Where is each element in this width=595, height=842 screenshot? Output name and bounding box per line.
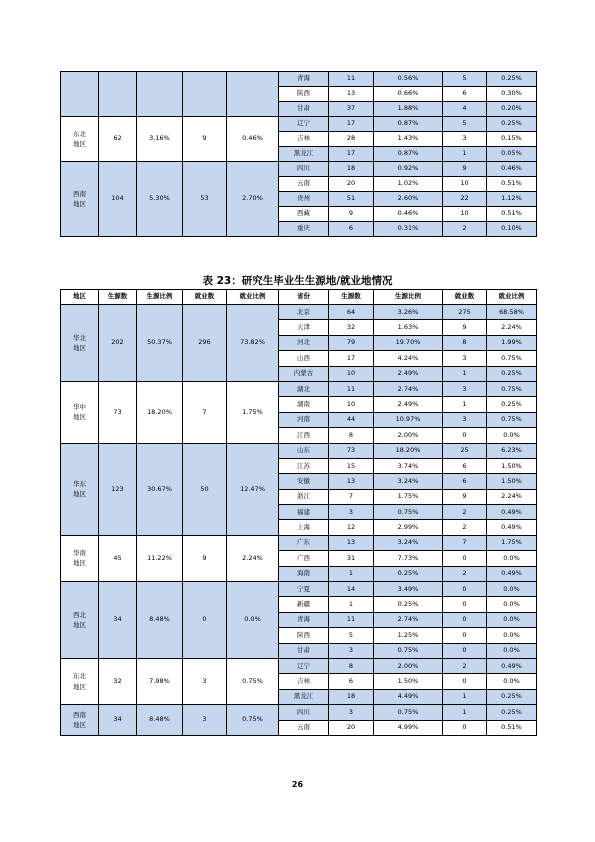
table-row — [61, 582, 537, 597]
students-cell: 45 — [99, 535, 137, 581]
employed-ratio-cell: 0.05% — [487, 147, 537, 162]
table-row — [61, 381, 537, 396]
employed-cell: 1 — [443, 147, 487, 162]
student-ratio-cell: 0.92% — [374, 162, 443, 177]
employed-ratio-cell: 1.75% — [487, 535, 537, 550]
employed-ratio-cell: 0.25% — [487, 117, 537, 132]
table-row — [61, 117, 537, 132]
student-ratio-cell — [137, 72, 183, 117]
province-cell: 内蒙古 — [279, 366, 329, 381]
employed-cell: 0 — [443, 597, 487, 612]
employed-cell: 6 — [443, 87, 487, 102]
employed-cell: 8 — [443, 335, 487, 350]
employed-ratio-cell: 0.30% — [487, 87, 537, 102]
student-ratio-cell: 0.31% — [374, 222, 443, 237]
table-row — [61, 72, 537, 87]
employed-cell — [183, 72, 227, 117]
students-cell: 20 — [329, 720, 374, 735]
header-cell: 生源比例 — [374, 290, 443, 305]
employed-ratio-cell: 1.99% — [487, 335, 537, 350]
students-cell: 3 — [329, 705, 374, 720]
province-cell: 广西 — [279, 551, 329, 566]
student-ratio-cell: 18.20% — [374, 443, 443, 458]
student-ratio-cell: 0.75% — [374, 643, 443, 658]
province-cell: 重庆 — [279, 222, 329, 237]
province-cell: 黑龙江 — [279, 689, 329, 704]
employed-ratio-cell: 2.70% — [227, 162, 279, 237]
students-cell: 20 — [329, 177, 374, 192]
table-continued — [60, 71, 537, 237]
employed-ratio-cell: 68.58% — [487, 305, 537, 320]
students-cell: 13 — [329, 535, 374, 550]
employed-ratio-cell: 0.49% — [487, 566, 537, 581]
employed-cell: 0 — [183, 582, 227, 659]
employed-cell: 9 — [443, 162, 487, 177]
student-ratio-cell: 7.98% — [137, 658, 183, 704]
students-cell: 18 — [329, 162, 374, 177]
employed-cell: 9 — [443, 489, 487, 504]
students-cell: 6 — [329, 674, 374, 689]
student-ratio-cell: 0.25% — [374, 597, 443, 612]
students-cell: 64 — [329, 305, 374, 320]
students-cell: 9 — [329, 207, 374, 222]
province-cell: 青海 — [279, 72, 329, 87]
region-cell: 华中 地区 — [61, 381, 99, 443]
student-ratio-cell: 0.87% — [374, 147, 443, 162]
page-number: 26 — [291, 780, 304, 789]
header-cell: 生源比例 — [137, 290, 183, 305]
province-cell: 黑龙江 — [279, 147, 329, 162]
province-cell: 吉林 — [279, 674, 329, 689]
employed-cell: 5 — [443, 117, 487, 132]
province-cell: 四川 — [279, 162, 329, 177]
employed-cell: 2 — [443, 520, 487, 535]
employed-cell: 6 — [443, 458, 487, 473]
student-ratio-cell: 0.75% — [374, 505, 443, 520]
employed-cell: 22 — [443, 192, 487, 207]
province-cell: 辽宁 — [279, 117, 329, 132]
employed-cell: 0 — [443, 720, 487, 735]
employed-cell: 50 — [183, 443, 227, 535]
province-cell: 青海 — [279, 612, 329, 627]
province-cell: 山东 — [279, 443, 329, 458]
table-row — [61, 443, 537, 458]
province-cell: 陕西 — [279, 628, 329, 643]
employed-ratio-cell: 0.49% — [487, 520, 537, 535]
employed-cell: 3 — [443, 412, 487, 427]
employed-ratio-cell: 0.75% — [227, 658, 279, 704]
student-ratio-cell: 2.49% — [374, 397, 443, 412]
employed-ratio-cell: 0.75% — [227, 705, 279, 736]
employed-ratio-cell: 0.75% — [487, 351, 537, 366]
students-cell: 13 — [329, 474, 374, 489]
student-ratio-cell: 5.30% — [137, 162, 183, 237]
employed-cell: 0 — [443, 582, 487, 597]
employed-ratio-cell: 1.50% — [487, 458, 537, 473]
table-row — [61, 705, 537, 720]
table-row — [61, 162, 537, 177]
header-cell: 就业数 — [443, 290, 487, 305]
province-cell: 宁夏 — [279, 582, 329, 597]
employed-ratio-cell: 0.0% — [487, 582, 537, 597]
province-cell: 山西 — [279, 351, 329, 366]
students-cell: 11 — [329, 72, 374, 87]
employed-cell: 7 — [443, 535, 487, 550]
students-cell: 17 — [329, 351, 374, 366]
student-ratio-cell: 1.50% — [374, 674, 443, 689]
employed-cell: 1 — [443, 705, 487, 720]
students-cell: 15 — [329, 458, 374, 473]
student-ratio-cell: 8.48% — [137, 705, 183, 736]
employed-ratio-cell: 2.24% — [487, 489, 537, 504]
students-cell: 51 — [329, 192, 374, 207]
table-row — [61, 305, 537, 320]
employed-ratio-cell: 0.25% — [487, 689, 537, 704]
table-row — [61, 535, 537, 550]
employed-cell: 275 — [443, 305, 487, 320]
student-ratio-cell: 0.66% — [374, 87, 443, 102]
students-cell: 6 — [329, 222, 374, 237]
province-cell: 江西 — [279, 428, 329, 443]
students-cell: 202 — [99, 305, 137, 382]
students-cell: 79 — [329, 335, 374, 350]
employed-ratio-cell: 0.15% — [487, 132, 537, 147]
province-cell: 贵州 — [279, 192, 329, 207]
employed-cell: 4 — [443, 102, 487, 117]
table1-body — [61, 72, 537, 237]
employed-cell: 2 — [443, 222, 487, 237]
table-caption: 表 23：研究生毕业生生源地/就业地情况 — [202, 275, 393, 287]
employed-ratio-cell — [227, 72, 279, 117]
student-ratio-cell: 11.22% — [137, 535, 183, 581]
employed-ratio-cell: 0.75% — [487, 412, 537, 427]
employed-ratio-cell: 0.0% — [487, 612, 537, 627]
employed-ratio-cell: 0.49% — [487, 658, 537, 673]
province-cell: 河北 — [279, 335, 329, 350]
student-ratio-cell: 1.25% — [374, 628, 443, 643]
student-ratio-cell: 4.99% — [374, 720, 443, 735]
students-cell: 73 — [99, 381, 137, 443]
employed-ratio-cell: 0.51% — [487, 177, 537, 192]
students-cell: 44 — [329, 412, 374, 427]
header-cell: 就业比例 — [227, 290, 279, 305]
student-ratio-cell: 2.74% — [374, 612, 443, 627]
employed-cell: 3 — [443, 381, 487, 396]
student-ratio-cell: 50.37% — [137, 305, 183, 382]
employed-ratio-cell: 0.10% — [487, 222, 537, 237]
region-cell: 华南 地区 — [61, 535, 99, 581]
employed-cell: 0 — [443, 551, 487, 566]
employed-cell: 6 — [443, 474, 487, 489]
employed-cell: 0 — [443, 674, 487, 689]
employed-ratio-cell: 6.23% — [487, 443, 537, 458]
employed-ratio-cell: 0.0% — [487, 428, 537, 443]
province-cell: 甘肃 — [279, 643, 329, 658]
employed-cell: 0 — [443, 643, 487, 658]
province-cell: 河南 — [279, 412, 329, 427]
student-ratio-cell: 3.16% — [137, 117, 183, 162]
header-cell: 就业比例 — [487, 290, 537, 305]
student-ratio-cell: 2.00% — [374, 428, 443, 443]
students-cell — [99, 72, 137, 117]
data-table — [60, 289, 537, 736]
employed-ratio-cell: 0.0% — [487, 643, 537, 658]
student-ratio-cell: 0.56% — [374, 72, 443, 87]
students-cell: 8 — [329, 428, 374, 443]
employed-ratio-cell: 1.75% — [227, 381, 279, 443]
employed-ratio-cell: 0.49% — [487, 505, 537, 520]
region-cell — [61, 72, 99, 117]
employed-cell: 0 — [443, 428, 487, 443]
employed-cell: 3 — [183, 705, 227, 736]
region-cell: 西南 地区 — [61, 705, 99, 736]
student-ratio-cell: 1.75% — [374, 489, 443, 504]
employed-ratio-cell: 1.50% — [487, 474, 537, 489]
students-cell: 10 — [329, 366, 374, 381]
students-cell: 3 — [329, 643, 374, 658]
employed-cell: 2 — [443, 658, 487, 673]
student-ratio-cell: 7.73% — [374, 551, 443, 566]
employed-ratio-cell: 0.51% — [487, 207, 537, 222]
student-ratio-cell: 4.49% — [374, 689, 443, 704]
student-ratio-cell: 0.46% — [374, 207, 443, 222]
students-cell: 11 — [329, 612, 374, 627]
students-cell: 13 — [329, 87, 374, 102]
province-cell: 安徽 — [279, 474, 329, 489]
province-cell: 甘肃 — [279, 102, 329, 117]
region-cell: 华东 地区 — [61, 443, 99, 535]
employed-cell: 3 — [443, 351, 487, 366]
employed-ratio-cell: 0.51% — [487, 720, 537, 735]
students-cell: 11 — [329, 381, 374, 396]
employed-cell: 10 — [443, 207, 487, 222]
students-cell: 10 — [329, 397, 374, 412]
student-ratio-cell: 8.48% — [137, 582, 183, 659]
employed-cell: 296 — [183, 305, 227, 382]
students-cell: 3 — [329, 505, 374, 520]
employed-cell: 3 — [443, 132, 487, 147]
student-ratio-cell: 1.43% — [374, 132, 443, 147]
employed-ratio-cell: 0.25% — [487, 397, 537, 412]
employed-ratio-cell: 0.0% — [487, 551, 537, 566]
student-ratio-cell: 2.60% — [374, 192, 443, 207]
student-ratio-cell: 0.75% — [374, 705, 443, 720]
province-cell: 湖南 — [279, 397, 329, 412]
student-ratio-cell: 2.74% — [374, 381, 443, 396]
student-ratio-cell: 0.25% — [374, 566, 443, 581]
employed-ratio-cell: 2.24% — [227, 535, 279, 581]
students-cell: 8 — [329, 658, 374, 673]
student-ratio-cell: 1.88% — [374, 102, 443, 117]
employed-cell: 7 — [183, 381, 227, 443]
student-ratio-cell: 30.67% — [137, 443, 183, 535]
employed-ratio-cell: 0.25% — [487, 72, 537, 87]
province-cell: 云南 — [279, 177, 329, 192]
province-cell: 辽宁 — [279, 658, 329, 673]
students-cell: 32 — [99, 658, 137, 704]
employed-ratio-cell: 73.82% — [227, 305, 279, 382]
header-cell: 省份 — [279, 290, 329, 305]
student-ratio-cell: 1.63% — [374, 320, 443, 335]
employed-ratio-cell: 0.46% — [487, 162, 537, 177]
province-cell: 西藏 — [279, 207, 329, 222]
province-cell: 浙江 — [279, 489, 329, 504]
student-ratio-cell: 3.26% — [374, 305, 443, 320]
students-cell: 31 — [329, 551, 374, 566]
header-cell: 生源数 — [99, 290, 137, 305]
employed-cell: 2 — [443, 566, 487, 581]
students-cell: 1 — [329, 597, 374, 612]
province-cell: 福建 — [279, 505, 329, 520]
region-cell: 东北 地区 — [61, 658, 99, 704]
employed-cell: 2 — [443, 505, 487, 520]
header-row — [61, 290, 537, 305]
province-cell: 湖北 — [279, 381, 329, 396]
province-cell: 北京 — [279, 305, 329, 320]
student-ratio-cell: 3.24% — [374, 474, 443, 489]
employed-cell: 10 — [443, 177, 487, 192]
province-cell: 陕西 — [279, 87, 329, 102]
employed-ratio-cell: 0.0% — [487, 628, 537, 643]
employed-ratio-cell: 0.25% — [487, 366, 537, 381]
student-ratio-cell: 10.97% — [374, 412, 443, 427]
students-cell: 17 — [329, 117, 374, 132]
employed-ratio-cell: 0.20% — [487, 102, 537, 117]
employed-ratio-cell: 1.12% — [487, 192, 537, 207]
region-cell: 西南 地区 — [61, 162, 99, 237]
table-header — [61, 290, 537, 305]
student-ratio-cell: 18.20% — [137, 381, 183, 443]
employed-cell: 3 — [183, 658, 227, 704]
student-ratio-cell: 3.74% — [374, 458, 443, 473]
header-cell: 就业数 — [183, 290, 227, 305]
student-ratio-cell: 2.99% — [374, 520, 443, 535]
province-cell: 海南 — [279, 566, 329, 581]
students-cell: 1 — [329, 566, 374, 581]
student-ratio-cell: 1.02% — [374, 177, 443, 192]
employed-cell: 25 — [443, 443, 487, 458]
region-cell: 西北 地区 — [61, 582, 99, 659]
students-cell: 17 — [329, 147, 374, 162]
employed-cell: 9 — [183, 117, 227, 162]
region-cell: 华北 地区 — [61, 305, 99, 382]
employed-cell: 0 — [443, 628, 487, 643]
students-cell: 104 — [99, 162, 137, 237]
employed-cell: 0 — [443, 612, 487, 627]
students-cell: 73 — [329, 443, 374, 458]
student-ratio-cell: 3.49% — [374, 582, 443, 597]
employed-ratio-cell: 0.0% — [487, 674, 537, 689]
employed-ratio-cell: 0.0% — [487, 597, 537, 612]
header-cell: 地区 — [61, 290, 99, 305]
students-cell: 37 — [329, 102, 374, 117]
students-cell: 34 — [99, 705, 137, 736]
student-ratio-cell: 2.49% — [374, 366, 443, 381]
employed-ratio-cell: 0.46% — [227, 117, 279, 162]
region-cell: 东北 地区 — [61, 117, 99, 162]
students-cell: 12 — [329, 520, 374, 535]
province-cell: 广东 — [279, 535, 329, 550]
student-ratio-cell: 0.87% — [374, 117, 443, 132]
students-cell: 7 — [329, 489, 374, 504]
table-row — [61, 658, 537, 673]
students-cell: 5 — [329, 628, 374, 643]
students-cell: 28 — [329, 132, 374, 147]
students-cell: 34 — [99, 582, 137, 659]
province-cell: 云南 — [279, 720, 329, 735]
students-cell: 14 — [329, 582, 374, 597]
table2-body — [61, 305, 537, 736]
employed-cell: 1 — [443, 689, 487, 704]
students-cell: 123 — [99, 443, 137, 535]
header-cell: 生源数 — [329, 290, 374, 305]
students-cell: 62 — [99, 117, 137, 162]
student-ratio-cell: 19.70% — [374, 335, 443, 350]
province-cell: 吉林 — [279, 132, 329, 147]
province-cell: 新疆 — [279, 597, 329, 612]
employed-ratio-cell: 2.24% — [487, 320, 537, 335]
student-ratio-cell: 4.24% — [374, 351, 443, 366]
employed-ratio-cell: 0.25% — [487, 705, 537, 720]
employed-ratio-cell: 0.75% — [487, 381, 537, 396]
employed-cell: 53 — [183, 162, 227, 237]
province-cell: 天津 — [279, 320, 329, 335]
employed-cell: 1 — [443, 366, 487, 381]
employed-ratio-cell: 0.0% — [227, 582, 279, 659]
employed-cell: 5 — [443, 72, 487, 87]
students-cell: 18 — [329, 689, 374, 704]
employed-cell: 9 — [183, 535, 227, 581]
student-ratio-cell: 3.24% — [374, 535, 443, 550]
province-cell: 江苏 — [279, 458, 329, 473]
student-ratio-cell: 2.00% — [374, 658, 443, 673]
province-cell: 四川 — [279, 705, 329, 720]
province-cell: 上海 — [279, 520, 329, 535]
employed-cell: 9 — [443, 320, 487, 335]
employed-cell: 1 — [443, 397, 487, 412]
employed-ratio-cell: 12.47% — [227, 443, 279, 535]
students-cell: 32 — [329, 320, 374, 335]
